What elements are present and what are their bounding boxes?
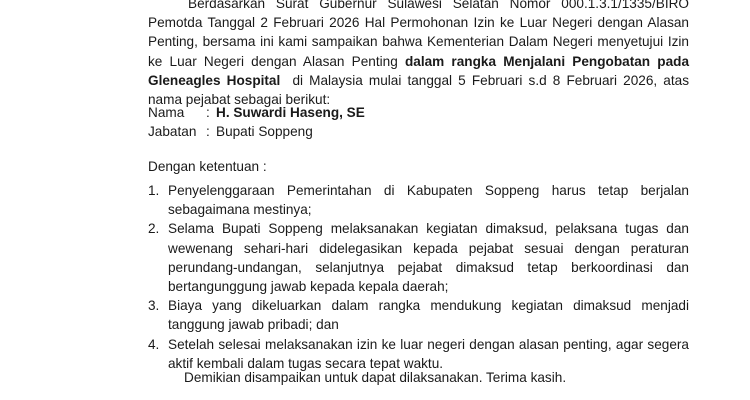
position-label: Jabatan xyxy=(148,124,197,140)
condition-text: Selama Bupati Soppeng melaksanakan kegiatan dimaksud, pelaksana tugas dan wewenang sehari-hari didelegasikan kepada pejabat sesuai dengan peraturan perundang-undangan, selanjutnya pejabat dimaksud tetap berkoordinasi dan bertangunggung jawab kepada kepala daerah; xyxy=(168,221,689,295)
condition-text: Penyelenggaraan Pemerintahan di Kabupaten Soppeng harus tetap berjalan sebagaimana mestinya; xyxy=(168,183,689,218)
closing-sentence: Demikian disampaikan untuk dapat dilaksanakan. Terima kasih. xyxy=(184,370,567,385)
name-separator: : xyxy=(206,105,210,120)
name-label: Nama xyxy=(148,105,185,120)
condition-item xyxy=(148,181,689,219)
intro-text-start: Berdasarkan Surat Gubernur Sulawesi Selatan Nomor 000.1.3.1/1335/BIRO Pemotda Tanggal 2 Februari 2026 Hal Permohonan Izin ke Luar Negeri dengan Alasan Penting, bersama ini kami sampaikan bahwa Kementerian Dalam Negeri menyetujui Izin ke Luar Negeri dengan Alasan Penting xyxy=(148,0,689,69)
conditions-title: Dengan ketentuan : xyxy=(148,159,267,174)
intro-paragraph xyxy=(148,0,689,109)
name-value: H. Suwardi Haseng, SE xyxy=(216,105,365,120)
condition-item xyxy=(148,296,689,334)
intro-text-bold: dalam rangka Menjalani Pengobatan pada Gleneagles Hospital xyxy=(148,53,690,88)
name-row xyxy=(148,103,365,122)
condition-number: 1. xyxy=(148,183,160,198)
position-row xyxy=(148,122,365,141)
intro-text-end: di Malaysia mulai tanggal 5 Februari s.d 8 Februari 2026, atas nama pejabat sebagai berikut: xyxy=(148,72,689,108)
condition-number: 2. xyxy=(148,221,160,237)
position-separator: : xyxy=(206,124,210,140)
condition-text: Biaya yang dikeluarkan dalam rangka mendukung kegiatan dimaksud menjadi tanggung jawab pribadi; dan xyxy=(168,298,689,333)
condition-number: 4. xyxy=(148,336,160,352)
official-identity xyxy=(148,103,365,141)
condition-item xyxy=(148,219,689,296)
condition-text: Setelah selesai melaksanakan izin ke luar negeri dengan alasan penting, agar segera aktif kembali dalam tugas secara tepat waktu. xyxy=(168,336,689,371)
condition-number: 3. xyxy=(148,298,160,314)
conditions-list xyxy=(148,181,689,373)
position-value: Bupati Soppeng xyxy=(216,124,313,140)
